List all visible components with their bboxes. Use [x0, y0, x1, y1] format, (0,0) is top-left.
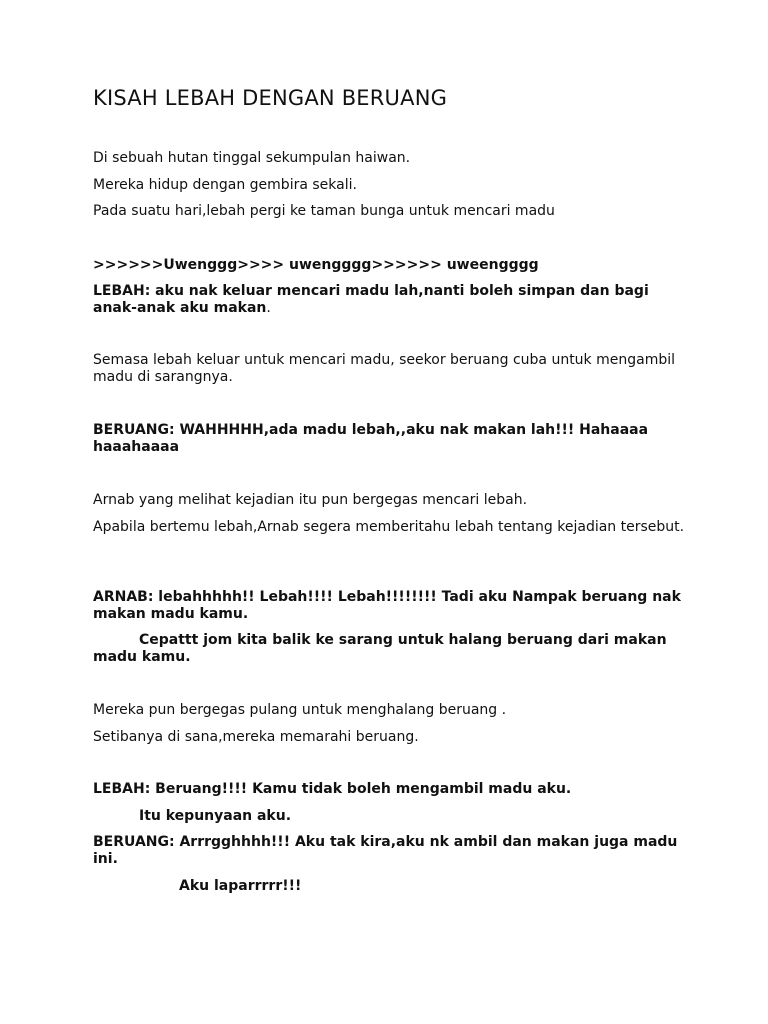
dialogue-arnab-1: ARNAB: lebahhhhh!! Lebah!!!! Lebah!!!!!!!! Tadi aku Nampak beruang nak makan madu kamu. [93, 589, 681, 622]
dialogue-lebah-1-period: . [266, 300, 271, 316]
buzzing-sound-line: >>>>>>Uwenggg>>>> uwengggg>>>>>> uweengggg [93, 257, 539, 273]
dialogue-lebah-1 [93, 283, 693, 317]
dialogue-lebah-2: LEBAH: Beruang!!!! Kamu tidak boleh mengambil madu aku. [93, 781, 572, 797]
paragraph-arnab-sees: Arnab yang melihat kejadian itu pun bergegas mencari lebah. [93, 492, 528, 508]
dialogue-beruang-3: Aku laparrrrr!!! [179, 878, 302, 894]
dialogue-lebah-3: Itu kepunyaan aku. [139, 808, 292, 824]
document-page [93, 0, 693, 1024]
dialogue-arnab-2: Cepattt jom kita balik ke sarang untuk halang beruang dari makan madu kamu. [93, 632, 667, 665]
document-title: KISAH LEBAH DENGAN BERUANG [93, 86, 448, 110]
paragraph-intro-1: Di sebuah hutan tinggal sekumpulan haiwan. [93, 150, 411, 166]
paragraph-arnab-tells: Apabila bertemu lebah,Arnab segera memberitahu lebah tentang kejadian tersebut. [93, 519, 685, 535]
paragraph-scold-beruang: Setibanya di sana,mereka memarahi beruang. [93, 729, 419, 745]
dialogue-lebah-1-text: LEBAH: aku nak keluar mencari madu lah,nanti boleh simpan dan bagi anak-anak aku makan [93, 283, 649, 316]
paragraph-beruang-arrives: Semasa lebah keluar untuk mencari madu, seekor beruang cuba untuk mengambil madu di sarangnya. [93, 352, 676, 385]
dialogue-beruang-2: BERUANG: Arrrgghhhh!!! Aku tak kira,aku nk ambil dan makan juga madu ini. [93, 834, 678, 867]
dialogue-beruang-1: BERUANG: WAHHHHH,ada madu lebah,,aku nak makan lah!!! Hahaaaa haaahaaaa [93, 422, 649, 455]
paragraph-return-home: Mereka pun bergegas pulang untuk menghalang beruang . [93, 702, 507, 718]
paragraph-intro-3: Pada suatu hari,lebah pergi ke taman bunga untuk mencari madu [93, 203, 555, 219]
paragraph-intro-2: Mereka hidup dengan gembira sekali. [93, 177, 357, 193]
